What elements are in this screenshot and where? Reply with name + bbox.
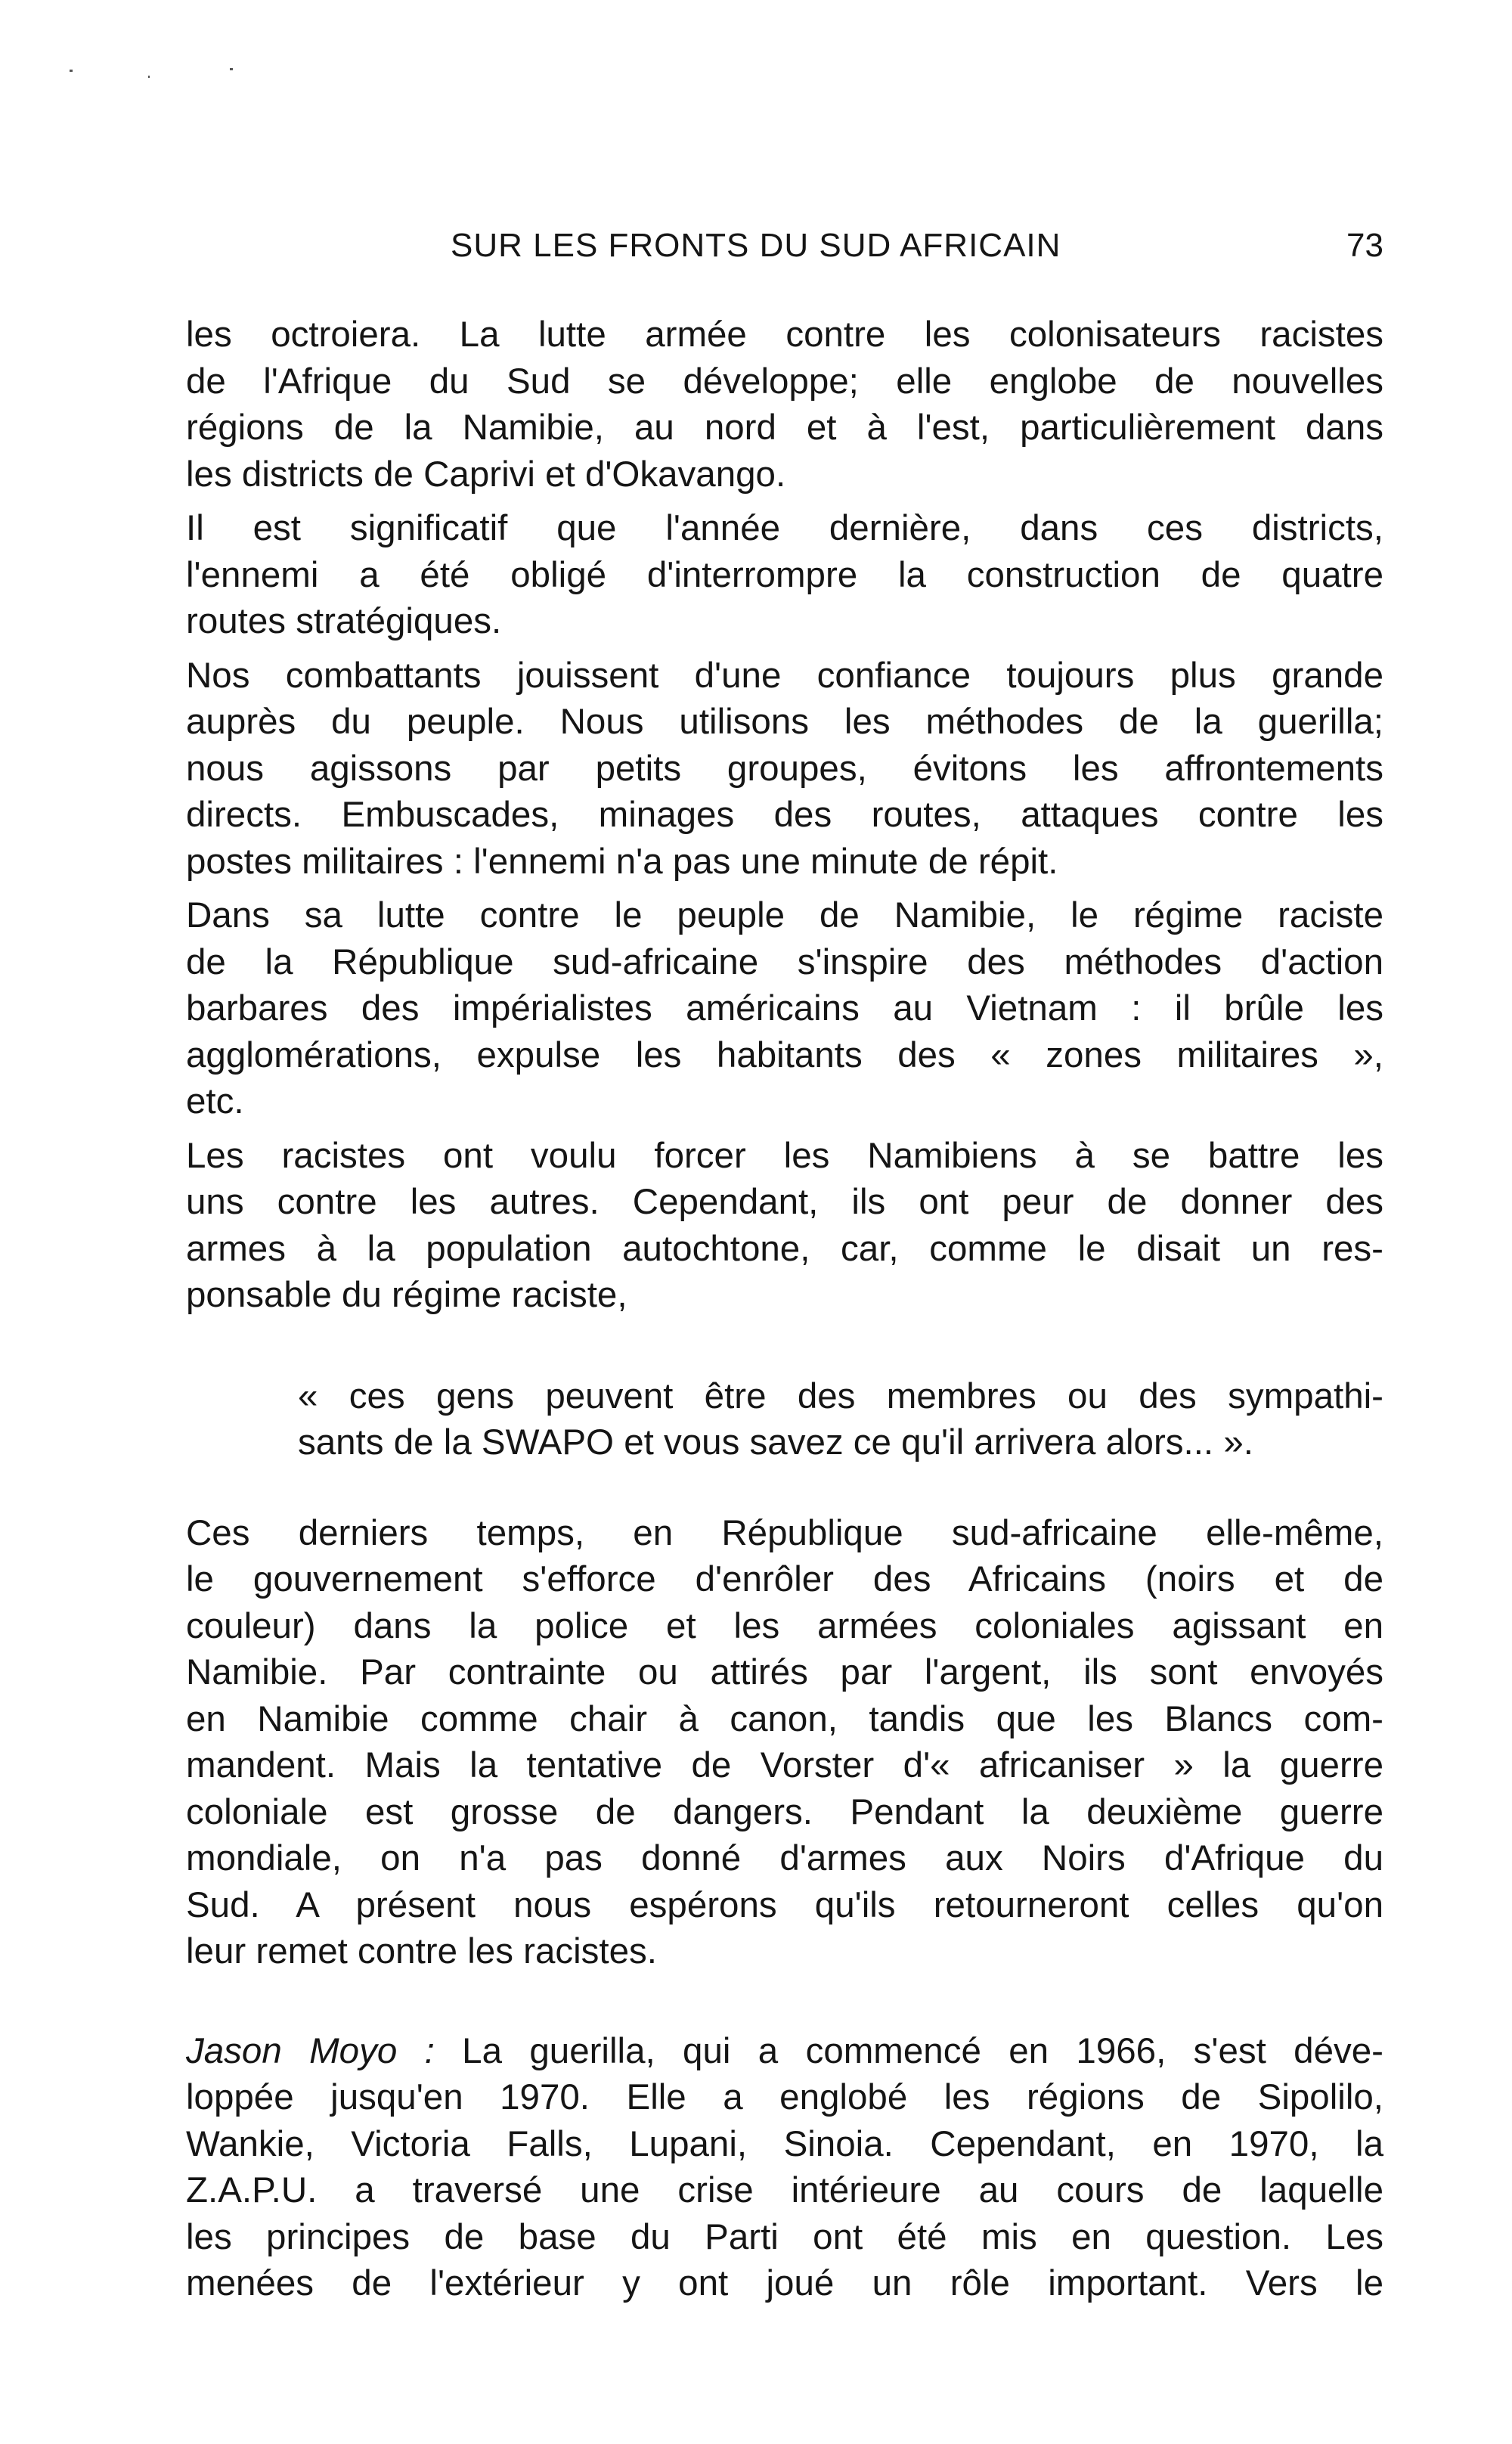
paragraph-1 xyxy=(186,312,1383,498)
page-number: 73 xyxy=(1346,227,1383,264)
text-line: de l'Afrique du Sud se développe; elle englobe de nouvelles xyxy=(186,361,1383,402)
text-line xyxy=(186,2028,1383,2075)
text-line: auprès du peuple. Nous utilisons les méthodes de la guerilla; xyxy=(186,702,1383,742)
body-text xyxy=(186,312,1383,2315)
text-line: l'ennemi a été obligé d'interrompre la construction de quatre xyxy=(186,554,1383,595)
text-line: Les racistes ont voulu forcer les Namibiens à se battre les xyxy=(186,1135,1383,1176)
text-line: armes à la population autochtone, car, comme le disait un res- xyxy=(186,1228,1383,1269)
paragraph-2 xyxy=(186,505,1383,645)
text-line: les districts de Caprivi et d'Okavango. xyxy=(186,454,786,495)
text-line: leur remet contre les racistes. xyxy=(186,1931,657,1971)
text-line: coloniale est grosse de dangers. Pendant la deuxième guerre xyxy=(186,1791,1383,1832)
text-line: mondiale, on n'a pas donné d'armes aux Noirs d'Afrique du xyxy=(186,1838,1383,1878)
scan-speck xyxy=(70,70,73,72)
text-line: ponsable du régime raciste, xyxy=(186,1275,627,1315)
text-line: loppée jusqu'en 1970. Elle a englobé les régions de Sipolilo, xyxy=(186,2077,1383,2117)
text-line: barbares des impérialistes américains au Vietnam : il brûle les xyxy=(186,988,1383,1028)
speaker-text: La guerilla, qui a commencé en 1966, s'est déve- xyxy=(434,2030,1383,2071)
text-line: postes militaires : l'ennemi n'a pas une minute de répit. xyxy=(186,841,1058,882)
text-line: Nos combattants jouissent d'une confiance toujours plus grande xyxy=(186,655,1383,696)
text-line: de la République sud-africaine s'inspire des méthodes d'action xyxy=(186,941,1383,982)
text-line: Wankie, Victoria Falls, Lupani, Sinoia. Cependant, en 1970, la xyxy=(186,2123,1383,2164)
text-line: uns contre les autres. Cependant, ils ont peur de donner des xyxy=(186,1182,1383,1222)
paragraph-7 xyxy=(186,2028,1383,2307)
text-line: agglomérations, expulse les habitants des « zones militaires », xyxy=(186,1034,1383,1075)
text-line: routes stratégiques. xyxy=(186,601,502,641)
quote-line: « ces gens peuvent être des membres ou des sympathi- xyxy=(298,1376,1383,1416)
text-line: couleur) dans la police et les armées coloniales agissant en xyxy=(186,1605,1383,1646)
text-line: Il est significatif que l'année dernière, dans ces districts, xyxy=(186,508,1383,548)
text-line: les octroiera. La lutte armée contre les colonisateurs racistes xyxy=(186,315,1383,355)
scan-speck xyxy=(230,68,233,70)
paragraph-3 xyxy=(186,653,1383,885)
running-head: SUR LES FRONTS DU SUD AFRICAIN xyxy=(451,227,1061,264)
page-header xyxy=(186,227,1383,280)
quote-line: sants de la SWAPO et vous savez ce qu'il arrivera alors... ». xyxy=(298,1422,1253,1462)
scan-speck xyxy=(148,76,150,78)
text-line: directs. Embuscades, minages des routes, attaques contre les xyxy=(186,795,1383,835)
text-line: Ces derniers temps, en République sud-africaine elle-même, xyxy=(186,1512,1383,1553)
paragraph-4 xyxy=(186,892,1383,1125)
text-line: Z.A.P.U. a traversé une crise intérieure au cours de laquelle xyxy=(186,2170,1383,2210)
text-line: Dans sa lutte contre le peuple de Namibie, le régime raciste xyxy=(186,895,1383,935)
text-line: nous agissons par petits groupes, évitons les affrontements xyxy=(186,748,1383,789)
paragraph-6 xyxy=(186,1510,1383,1975)
block-quote xyxy=(298,1373,1383,1466)
text-line: Namibie. Par contrainte ou attirés par l'argent, ils sont envoyés xyxy=(186,1652,1383,1692)
text-line: en Namibie comme chair à canon, tandis que les Blancs com- xyxy=(186,1698,1383,1739)
text-line: etc. xyxy=(186,1081,244,1121)
text-line: Sud. A présent nous espérons qu'ils retourneront celles qu'on xyxy=(186,1884,1383,1925)
text-line: régions de la Namibie, au nord et à l'est, particulièrement dans xyxy=(186,408,1383,448)
text-line: le gouvernement s'efforce d'enrôler des Africains (noirs et de xyxy=(186,1559,1383,1599)
paragraph-5 xyxy=(186,1133,1383,1319)
text-line: les principes de base du Parti ont été mis en question. Les xyxy=(186,2216,1383,2257)
text-line: menées de l'extérieur y ont joué un rôle important. Vers le xyxy=(186,2263,1383,2303)
text-line: mandent. Mais la tentative de Vorster d'« africaniser » la guerre xyxy=(186,1745,1383,1785)
speaker-name: Jason Moyo : xyxy=(186,2030,435,2071)
